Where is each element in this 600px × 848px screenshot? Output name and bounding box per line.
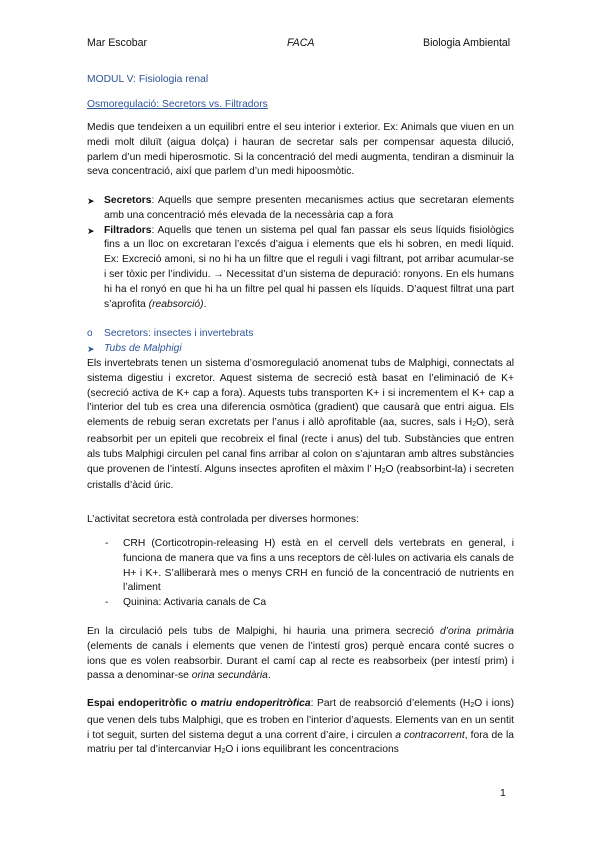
arrow-bullet-icon: ➤: [87, 225, 95, 236]
filtradors-text2: Necessitat d’un sistema de depuració: ronyons. En els humans hi ha el ronyó en que hi ha un filtre pel qual hi passen els líquids. D’aquest filtrat una part s’aprofita: [104, 268, 514, 310]
malphigi-text-c: O (reabsorbint-la) i secreten cristalls d’àcid úric.: [87, 463, 514, 492]
circulation-paragraph: [87, 625, 514, 684]
header-author: Mar Escobar: [87, 37, 148, 49]
header-subject: Biologia Ambiental: [423, 37, 511, 49]
subscript: 2: [470, 702, 475, 709]
filtradors-text: : Aquells que tenen un sistema pel qual fan passar els seus líquids fisiològics fins a un lloc on excretaran l’excés d’aigua i elements que els hi sobren, en medi líquid. Ex: Excreció amoni, si no hi ha un filtre que el reguli i vagi filtrant, pot arribar acumular-se i ser tòxic per l’individu.: [104, 224, 514, 280]
module-title: MODUL V: Fisiologia renal: [87, 74, 209, 85]
subsection-heading: [87, 327, 514, 342]
filtradors-term: Filtradors: [104, 224, 152, 236]
circulation-text-b: (elements de canals i elements que venen de l’intestí gros) perquè encara conté sucres o ions que es volen reabsorbir. Durant el camí cap al recte es reabsorbeix (per intestí prim) i passa a denominar-se: [87, 640, 514, 682]
dash-bullet: -: [105, 597, 109, 609]
bullet-item-filtradors: [87, 224, 514, 313]
circulation-italic-b: orina secundària: [191, 670, 268, 682]
hormone-text: CRH (Corticotropin-releasing H) està en el cervell dels vertebrats en general, i funciona de manera que va fins a uns receptors de cèl·lules on activaria els canals de H+ i K+. S’alliberarà mes o menys CRH en funció de la concentració de nutrients en l’aliment: [123, 538, 514, 594]
subsubsection-heading: [87, 342, 514, 357]
subscript: 2: [381, 467, 386, 475]
hormone-text: Quinina: Activaria canals de Ca: [123, 597, 267, 609]
espai-text-3: , fora de la matriu per tal d’intercanviar H: [87, 729, 514, 756]
subscript: 2: [472, 421, 477, 429]
hormone-item: [87, 537, 514, 596]
malphigi-text-a: Els invertebrats tenen un sistema d’osmoregulació anomenat tubs de Malphigi, connectats al sistema digestiu i excretor. Aquest sistema de secreció està basat en l’eliminació de K+ (secreció activa de K+ cap a fora). Aquests tubs transporten K+ i si incrementem el K+ cap a l’interior del tub es crea una diferencia osmòtica (gradient) que causarà que entri aigua. Els elements de rebuig seran excretats per l’anus i allò aprofitable (aa, sucres, sals i H: [87, 358, 514, 429]
secretors-term: Secretors: [104, 195, 152, 206]
page-number: 1: [500, 787, 506, 799]
intro-paragraph: Medis que tendeixen a un equilibri entre el seu interior i exterior. Ex: Animals que viuen en un medi molt diluït (aigua dolça) i hauran de secretar sals per compensar aquesta dilució, parlem d’un medi hiperosmotic. Si la concentració del medi augmenta, tendiran a disminuir la seva concentració, així que parlem d’un medi hipoosmòtic.: [87, 122, 514, 178]
circulation-text-a: En la circulació pels tubs de Malpighi, hi hauria una primera secreció: [87, 626, 440, 637]
subscript: 2: [221, 748, 226, 756]
circle-bullet-icon: o: [87, 328, 93, 339]
espai-paragraph: [87, 697, 514, 760]
bullet-list: [87, 194, 514, 312]
espai-text-2: O i ions) que venen dels tubs Malphigi, que es troben en l’interior d’aquests. Elements van en un sentit i tot seguit, surten del sistema degut a una corrent d’aire, i circulen: [87, 698, 514, 741]
arrow-bullet-icon: ➤: [87, 196, 95, 206]
espai-italic: a contracorrent: [395, 729, 465, 741]
subsubsection-title: Tubs de Malphigi: [104, 342, 182, 354]
header-center: FACA: [287, 37, 315, 49]
arrow-bullet-icon: ➤: [87, 343, 95, 354]
espai-text-4: O i ions equilibrant les concentracions: [225, 744, 399, 756]
section-title: Osmoregulació: Secretors vs. Filtradors: [87, 99, 268, 110]
bullet-item-secretors: [87, 194, 514, 224]
circulation-italic-a: d’orina primària: [439, 626, 514, 637]
malphigi-paragraph: [87, 357, 514, 494]
right-arrow-icon: →: [213, 268, 224, 280]
hormone-list: [87, 537, 514, 611]
espai-text-1: : Part de reabsorció d’elements (H: [310, 698, 471, 709]
circulation-text-c: .: [267, 670, 271, 682]
espai-bold-italic: matriu endoperitròfica: [200, 698, 311, 709]
subsection-title: Secretors: insectes i invertebrats: [104, 328, 254, 339]
filtradors-end: .: [203, 298, 207, 310]
malphigi-text-b: O), serà reabsorbit per un epiteli que recobreix el final (recte i anus) del tub. Substàncies que entren als tubs Malphigi circulen pel canal fins arribar al colon on s’ajuntaran amb altres substàncies que provenen de l’intestí. Alguns insectes aprofiten el màxim l’ H: [87, 417, 514, 475]
hormones-intro: L’activitat secretora està controlada per diverses hormones:: [87, 514, 359, 525]
espai-bold: Espai endoperitròfic o: [87, 698, 201, 709]
secretors-text: : Aquells que sempre presenten mecanismes actius que secretaran elements amb una concentració més elevada de la necessària cap a fora: [104, 195, 514, 221]
filtradors-italic: (reabsorció): [148, 298, 204, 310]
subsection-secretors: [87, 327, 514, 357]
hormone-item: [87, 596, 514, 611]
dash-bullet: -: [105, 538, 109, 549]
